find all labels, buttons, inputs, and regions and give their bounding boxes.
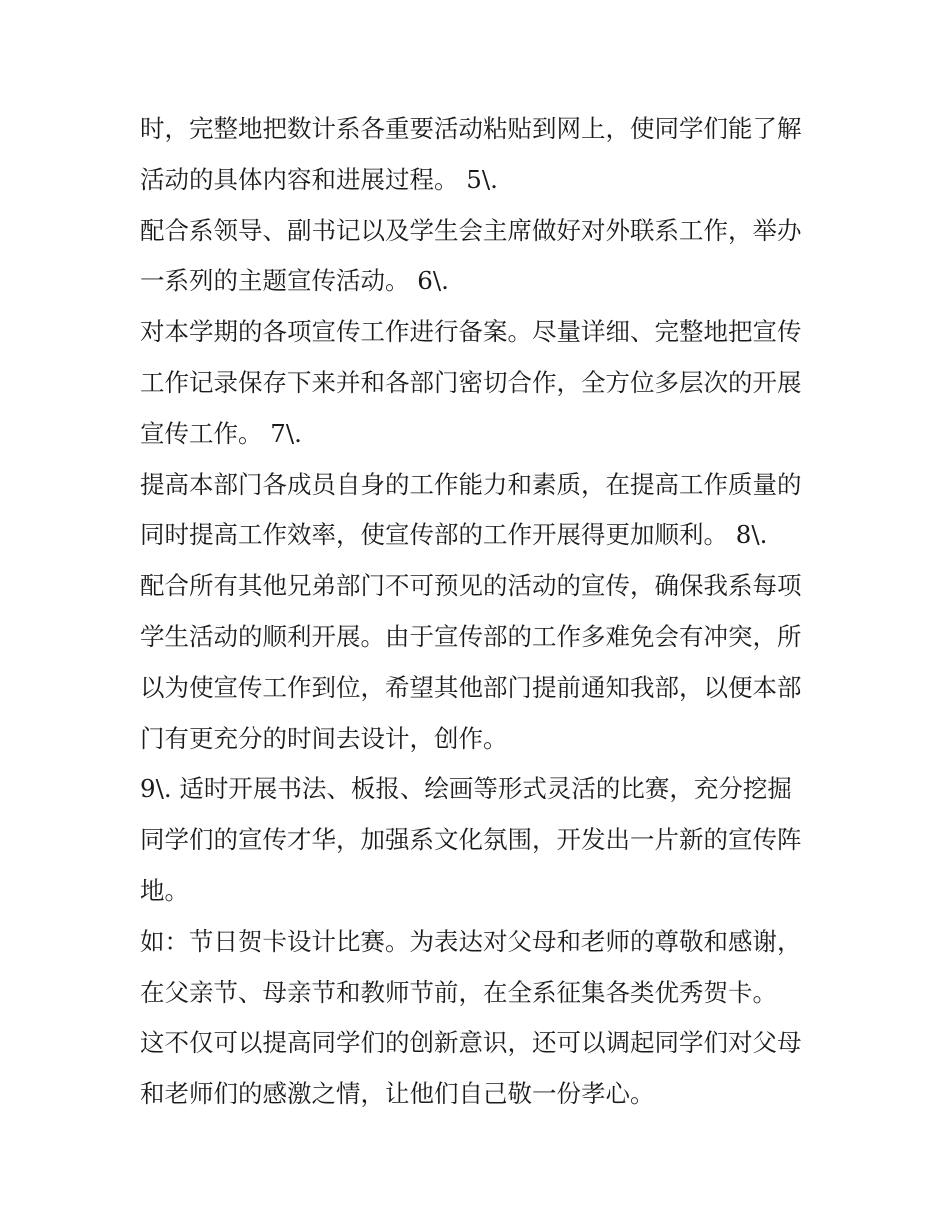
document-body: [140, 104, 820, 1120]
text-line: 和老师们的感激之情，让他们自己敬一份孝心。: [140, 1079, 655, 1109]
text-line: 9\. 适时开展书法、板报、绘画等形式灵活的比赛，充分挖掘: [140, 774, 792, 804]
text-line: 同时提高工作效率，使宣传部的工作开展得更加顺利。 8\.: [140, 520, 768, 550]
text-line: 一系列的主题宣传活动。 6\.: [140, 266, 449, 296]
text-line: 活动的具体内容和进展过程。 5\.: [140, 164, 498, 194]
text-line: 配合所有其他兄弟部门不可预见的活动的宣传，确保我系每项: [140, 571, 802, 601]
text-line: 对本学期的各项宣传工作进行备案。尽量详细、完整地把宣传: [140, 317, 802, 347]
text-line: 如：节日贺卡设计比赛。为表达对父母和老师的尊敬和感谢，: [140, 926, 802, 956]
text-line: 宣传工作。 7\.: [140, 418, 302, 448]
text-line: 这不仅可以提高同学们的创新意识，还可以调起同学们对父母: [140, 1028, 802, 1058]
text-line: 学生活动的顺利开展。由于宣传部的工作多难免会有冲突，所: [140, 621, 802, 651]
text-line: 时，完整地把数计系各重要活动粘贴到网上，使同学们能了解: [140, 114, 802, 143]
text-line: 提高本部门各成员自身的工作能力和素质，在提高工作质量的: [140, 469, 802, 499]
text-line: 同学们的宣传才华，加强系文化氛围，开发出一片新的宣传阵: [140, 825, 802, 855]
text-line: 配合系领导、副书记以及学生会主席做好对外联系工作，举办: [140, 215, 802, 245]
text-line: 在父亲节、母亲节和教师节前，在全系征集各类优秀贺卡。: [140, 977, 777, 1007]
text-line: 工作记录保存下来并和各部门密切合作，全方位多层次的开展: [140, 367, 802, 397]
text-line: 门有更充分的时间去设计，创作。: [140, 723, 508, 753]
text-line: 地。: [140, 875, 189, 905]
text-line: 以为使宣传工作到位，希望其他部门提前通知我部，以便本部: [140, 672, 802, 702]
